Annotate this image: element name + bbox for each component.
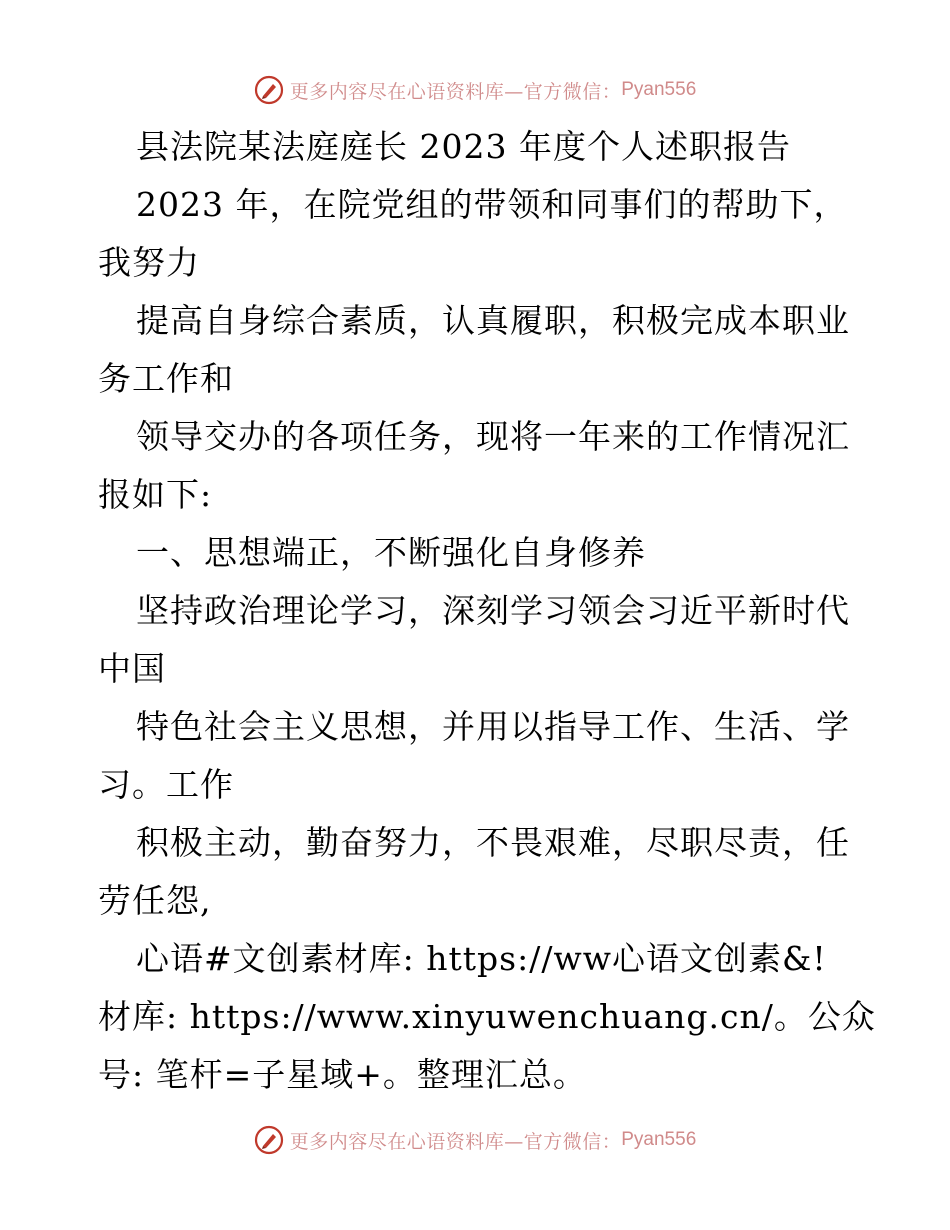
footer-banner (0, 1120, 950, 1160)
banner-handle: Pyan556 (621, 1129, 697, 1150)
paragraph-line: 材库: https://www.xinyuwenchuang.cn/。公众 (98, 997, 876, 1036)
paragraph-line: 提高自身综合素质，认真履职，积极完成本职业 (136, 301, 850, 340)
paragraph-line: 心语#文创素材库: https://ww心语文创素&! (136, 939, 827, 978)
pen-nib-logo-icon (254, 1125, 284, 1155)
paragraph-line: 务工作和 (98, 359, 234, 398)
document-title: 县法院某法庭庭长 2023 年度个人述职报告 (136, 127, 791, 166)
document-body (98, 118, 876, 1104)
paragraph-line: 习。工作 (98, 765, 234, 804)
section-heading: 一、思想端正，不断强化自身修养 (136, 533, 646, 572)
header-banner (0, 70, 950, 110)
banner-text: 更多内容尽在心语资料库—官方微信： (289, 80, 622, 103)
banner-text: 更多内容尽在心语资料库—官方微信： (289, 1130, 622, 1153)
pen-nib-logo-icon (254, 75, 284, 105)
paragraph-line: 报如下: (98, 475, 213, 514)
paragraph-line: 积极主动，勤奋努力，不畏艰难，尽职尽责，任 (136, 823, 850, 862)
paragraph-line: 我努力 (98, 243, 200, 282)
paragraph-line: 2023 年，在院党组的带领和同事们的帮助下， (136, 185, 848, 224)
paragraph-line: 领导交办的各项任务，现将一年来的工作情况汇 (136, 417, 850, 456)
paragraph-line: 劳任怨, (98, 881, 212, 920)
paragraph-line: 特色社会主义思想，并用以指导工作、生活、学 (136, 707, 850, 746)
paragraph-line: 坚持政治理论学习，深刻学习领会习近平新时代 (136, 591, 850, 630)
banner-handle: Pyan556 (621, 79, 697, 100)
paragraph-line: 中国 (98, 649, 166, 688)
paragraph-line: 号: 笔杆=子星域+。整理汇总。 (98, 1055, 587, 1094)
